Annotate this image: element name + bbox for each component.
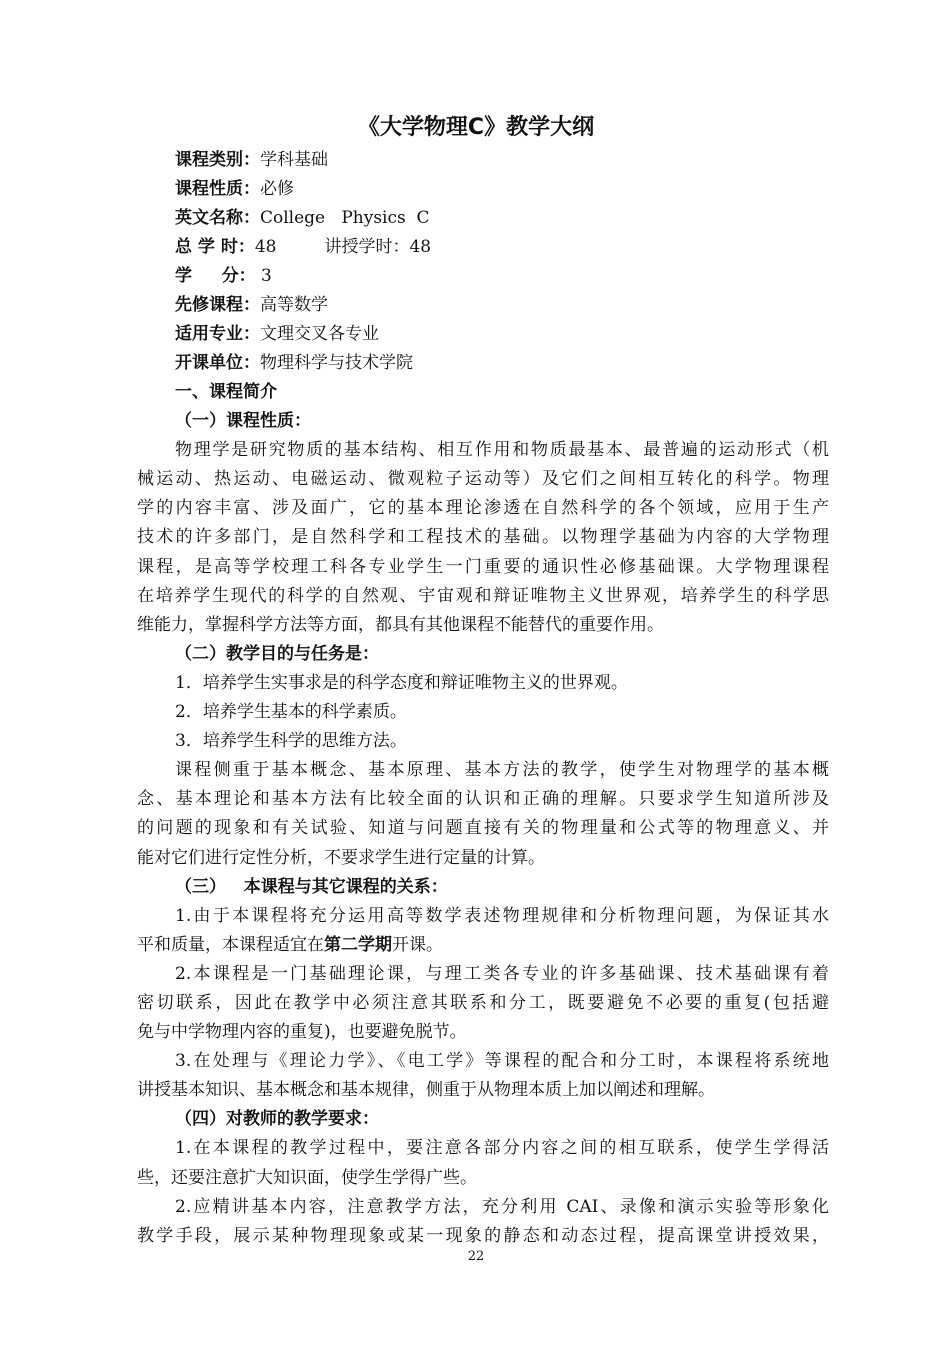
paragraph-line: 学的内容丰富、涉及面广，它的基本理论渗透在自然科学的各个领域，应用于生产	[137, 498, 829, 519]
paragraph-text: 开课。	[392, 934, 443, 955]
credit-value: 3	[255, 266, 272, 286]
total-hours-row	[175, 233, 431, 262]
paragraph-line: 些，还要注意扩大知识面，使学生学得广些。	[137, 1167, 477, 1188]
document-body	[137, 378, 829, 1251]
paragraph-line: 免与中学物理内容的重复)，也要避免脱节。	[137, 1022, 467, 1043]
paragraph-line: 2.应精讲基本内容，注意教学方法，充分利用 CAI、录像和演示实验等形象化	[175, 1196, 829, 1217]
course-nature-label: 课程性质：	[175, 179, 260, 199]
paragraph-line: 的问题的现象和有关试验、知道与问题直接有关的物理量和公式等的物理意义、并	[137, 818, 829, 839]
paragraph-line: 在培养学生现代的科学的自然观、宇宙观和辩证唯物主义世界观，培养学生的科学思	[137, 585, 829, 606]
lecture-hours: 讲授学时：48	[324, 237, 432, 257]
paragraph-line: 物理学是研究物质的基本结构、相互作用和物质最基本、最普遍的运动形式（机	[175, 440, 829, 461]
english-name-row	[175, 204, 431, 233]
page-number: 22	[467, 1249, 485, 1264]
credit-label: 学 分：	[175, 266, 256, 286]
course-nature-row	[175, 175, 431, 204]
course-nature-value: 必修	[260, 179, 294, 199]
subsection-heading-nature: （一）课程性质：	[175, 411, 311, 432]
offering-unit-value: 物理科学与技术学院	[260, 353, 413, 373]
applicable-major-row	[175, 320, 431, 349]
document-title: 《大学物理C》教学大纲	[357, 115, 595, 140]
subsection-heading-teacher-requirements: （四）对教师的教学要求：	[175, 1109, 379, 1130]
prerequisite-value: 高等数学	[260, 295, 328, 315]
paragraph-line: 课程，是高等学校理工科各专业学生一门重要的通识性必修基础课。大学物理课程	[137, 556, 829, 577]
paragraph-line: 1.在本课程的教学过程中，要注意各部分内容之间的相互联系，使学生学得活	[175, 1138, 829, 1159]
list-item: 2．培养学生基本的科学素质。	[175, 702, 407, 723]
offering-unit-label: 开课单位：	[175, 353, 260, 373]
paragraph-line: 3.在处理与《理论力学》、《电工学》等课程的配合和分工时，本课程将系统地	[175, 1051, 829, 1072]
prerequisite-label: 先修课程：	[175, 295, 260, 315]
paragraph-line: 1.由于本课程将充分运用高等数学表述物理规律和分析物理问题，为保证其水	[175, 905, 829, 926]
offering-unit-row	[175, 349, 431, 378]
subsection-heading-relations: （三） 本课程与其它课程的关系：	[175, 876, 448, 897]
paragraph-line: 念、基本理论和基本方法有比较全面的认识和正确的理解。只要求学生知道所涉及	[137, 789, 829, 810]
course-category-label: 课程类别：	[175, 150, 260, 170]
paragraph-line: 课程侧重于基本概念、基本原理、基本方法的教学，使学生对物理学的基本概	[175, 760, 829, 781]
course-category-row	[175, 146, 431, 175]
paragraph-line: 讲授基本知识、基本概念和基本规律，侧重于从物理本质上加以阐述和理解。	[137, 1080, 715, 1101]
english-name-label: 英文名称：	[175, 208, 260, 228]
paragraph-line: 技术的许多部门，是自然科学和工程技术的基础。以物理学基础为内容的大学物理	[137, 527, 829, 548]
paragraph-line: 械运动、热运动、电磁运动、微观粒子运动等）及它们之间相互转化的科学。物理	[137, 469, 829, 490]
prerequisite-row	[175, 291, 431, 320]
second-semester-emphasis: 第二学期	[324, 934, 392, 955]
list-item: 3．培养学生科学的思维方法。	[175, 731, 407, 752]
course-category-value: 学科基础	[260, 150, 328, 170]
paragraph-line: 2.本课程是一门基础理论课，与理工类各专业的许多基础课、技术基础课有着	[175, 963, 829, 984]
credit-row	[175, 262, 431, 291]
paragraph-line	[137, 931, 829, 960]
paragraph-line: 密切联系，因此在教学中必须注意其联系和分工，既要避免不必要的重复(包括避	[137, 992, 829, 1013]
total-hours-label: 总 学 时：	[175, 237, 255, 257]
applicable-major-value: 文理交叉各专业	[260, 324, 379, 344]
paragraph-line: 能对它们进行定性分析，不要求学生进行定量的计算。	[137, 847, 545, 868]
paragraph-line: 教学手段，展示某种物理现象或某一现象的静态和动态过程，提高课堂讲授效果，	[137, 1225, 829, 1246]
section-heading-intro: 一、课程简介	[175, 382, 277, 402]
course-info	[175, 146, 431, 378]
list-item: 1．培养学生实事求是的科学态度和辩证唯物主义的世界观。	[175, 672, 628, 693]
english-name-value: College Physics C	[260, 208, 430, 228]
paragraph-line: 维能力，掌握科学方法等方面，都具有其他课程不能替代的重要作用。	[137, 614, 664, 635]
applicable-major-label: 适用专业：	[175, 324, 260, 344]
subsection-heading-objectives: （二）教学目的与任务是：	[175, 643, 379, 664]
paragraph-text: 平和质量，本课程适宜在	[137, 934, 324, 955]
total-hours-value: 48	[254, 237, 277, 257]
